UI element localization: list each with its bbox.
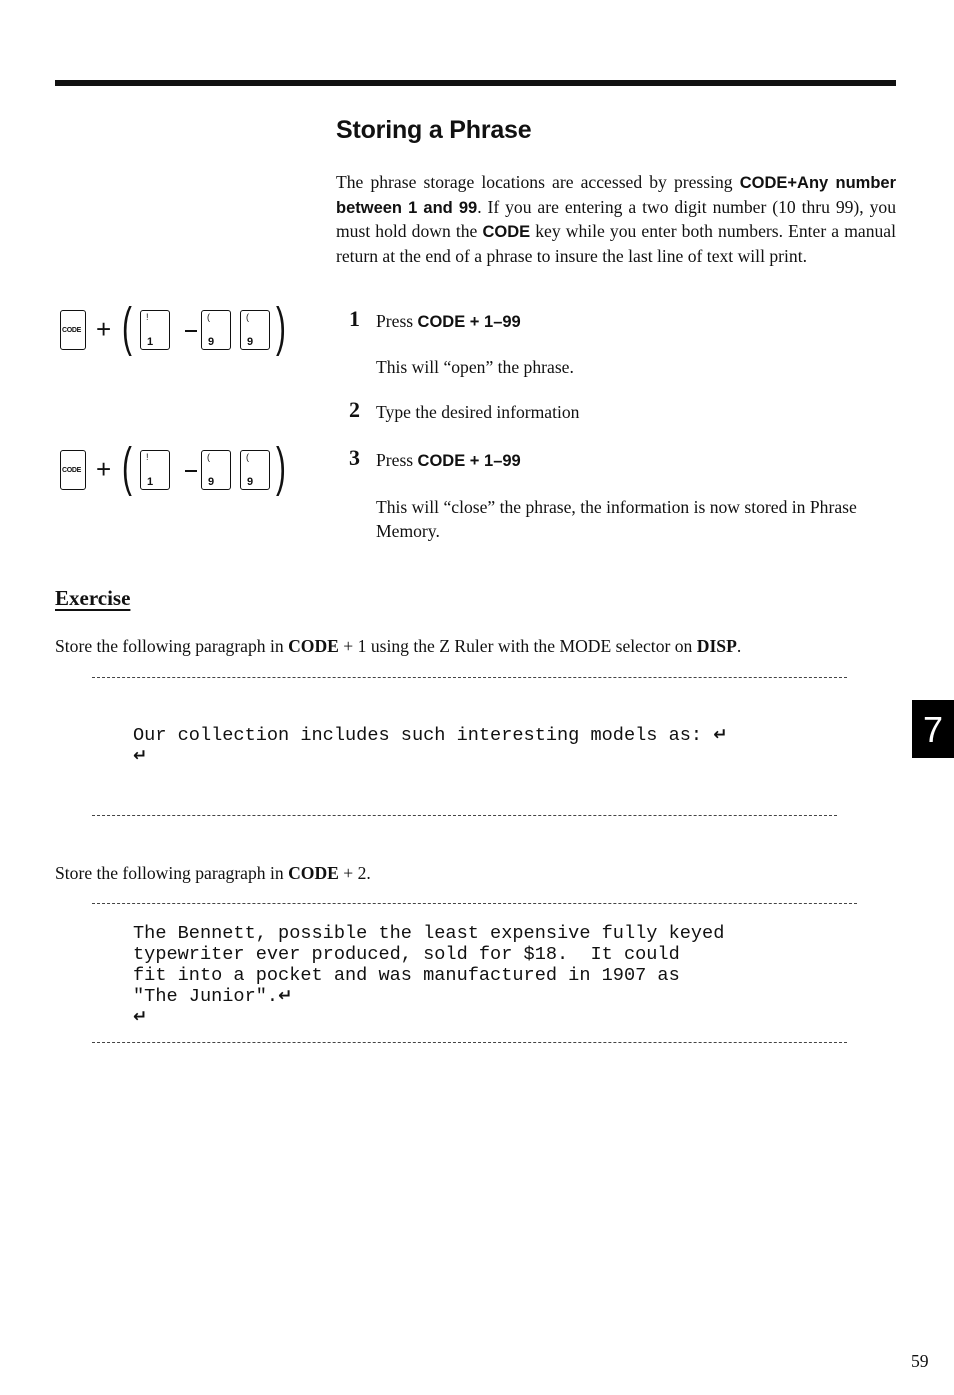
- page-title: Storing a Phrase: [336, 116, 532, 144]
- return-arrow-icon: ↵: [278, 986, 293, 1006]
- sample-text: "The Junior".: [133, 986, 279, 1007]
- digit-1-key-icon: [140, 310, 170, 350]
- close-paren-glyph: ): [276, 297, 286, 357]
- key-digit-label: 9: [208, 476, 215, 488]
- plus-sign: +: [96, 314, 112, 344]
- step-number: 3: [349, 445, 360, 470]
- return-arrow-icon: ↵: [133, 1007, 148, 1027]
- bold-text: CODE: [288, 636, 339, 656]
- intro-bold-2: CODE: [482, 223, 531, 241]
- exercise-heading: Exercise: [55, 586, 131, 610]
- key-digit-label: 9: [247, 336, 254, 348]
- sample-paragraph-2-line-1: The Bennett, possible the least expensive fully keyed: [133, 923, 725, 944]
- key-shift-label: !: [146, 312, 149, 322]
- exercise-instruction-2: [55, 863, 371, 884]
- step-keys: CODE + 1–99: [417, 313, 521, 331]
- close-paren-glyph: ): [276, 437, 286, 497]
- text: + 1 using the Z Ruler with the MODE selector on: [338, 636, 697, 656]
- top-rule: [55, 80, 896, 86]
- step-number: 2: [349, 397, 360, 422]
- key-digit-label: 9: [208, 336, 215, 348]
- chapter-tab: 7: [912, 700, 954, 758]
- digit-9-key-icon: [201, 450, 231, 490]
- text: Store the following paragraph in: [55, 636, 289, 656]
- page-number: 59: [911, 1351, 929, 1371]
- range-dash: [185, 470, 197, 472]
- key-shift-label: (: [207, 452, 210, 462]
- intro-text-1: The phrase storage locations are accessed by pressing: [336, 172, 740, 192]
- plus-sign: +: [96, 454, 112, 484]
- digit-9-key-icon: [201, 310, 231, 350]
- open-paren-glyph: (: [122, 437, 132, 497]
- intro-text-3: key while you enter both numbers. Enter a manual return at the end of a phrase to insure the last line of text will print.: [336, 221, 896, 266]
- sample-bottom-rule: [92, 815, 837, 816]
- intro-text-2: . If you are entering a two digit number (10 thru 99), you must hold down the: [336, 196, 896, 241]
- sample-bottom-rule: [92, 1042, 847, 1043]
- code-key-label: CODE: [62, 467, 82, 474]
- sample-text: Our collection includes such interesting models as:: [133, 725, 703, 746]
- code-key-icon: [60, 450, 86, 490]
- sample-top-rule: [92, 677, 847, 678]
- digit-1-key-icon: [140, 450, 170, 490]
- return-line: [133, 746, 147, 767]
- step-instruction: [376, 449, 521, 474]
- open-paren-glyph: (: [122, 297, 132, 357]
- bold-text: CODE: [288, 863, 339, 883]
- step-text: Press: [376, 450, 418, 470]
- range-dash: [185, 330, 197, 332]
- sample-paragraph-2-line-2: typewriter ever produced, sold for $18. It could: [133, 944, 680, 965]
- key-shift-label: (: [207, 312, 210, 322]
- text: .: [736, 636, 742, 656]
- sample-paragraph-2-line-3: fit into a pocket and was manufactured in 1907 as: [133, 965, 680, 986]
- step-text: Press: [376, 311, 418, 331]
- key-combo-open-illustration: [60, 297, 310, 364]
- key-combo-close-illustration: [60, 437, 310, 504]
- key-shift-label: (: [246, 312, 249, 322]
- step-instruction: Type the desired information: [376, 402, 580, 422]
- code-key-icon: [60, 310, 86, 350]
- sample-paragraph-2-line-4: [133, 986, 292, 1007]
- code-key-label: CODE: [62, 327, 82, 334]
- exercise-instruction-1: [55, 636, 741, 657]
- key-digit-label: 9: [247, 476, 254, 488]
- return-line: [133, 1007, 147, 1028]
- step-description: This will “close” the phrase, the information is now stored in Phrase Memory.: [376, 497, 857, 541]
- return-arrow-icon: ↵: [713, 725, 728, 745]
- sample-paragraph-1: [133, 725, 727, 746]
- digit-9-key-icon: [240, 310, 270, 350]
- digit-9-key-icon: [240, 450, 270, 490]
- step-description: This will “open” the phrase.: [376, 357, 574, 377]
- intro-bold-1: CODE+Any number between 1 and 99: [336, 174, 896, 217]
- intro-paragraph: [336, 171, 896, 268]
- key-shift-label: !: [146, 452, 149, 462]
- bold-text: DISP: [696, 636, 737, 656]
- key-shift-label: (: [246, 452, 249, 462]
- return-arrow-icon: ↵: [133, 746, 148, 766]
- text: + 2.: [338, 863, 371, 883]
- text: Store the following paragraph in: [55, 863, 289, 883]
- key-digit-label: 1: [147, 476, 154, 488]
- step-keys: CODE + 1–99: [417, 452, 521, 470]
- step-number: 1: [349, 306, 360, 331]
- step-instruction: [376, 310, 521, 335]
- key-digit-label: 1: [147, 336, 154, 348]
- sample-top-rule: [92, 903, 857, 904]
